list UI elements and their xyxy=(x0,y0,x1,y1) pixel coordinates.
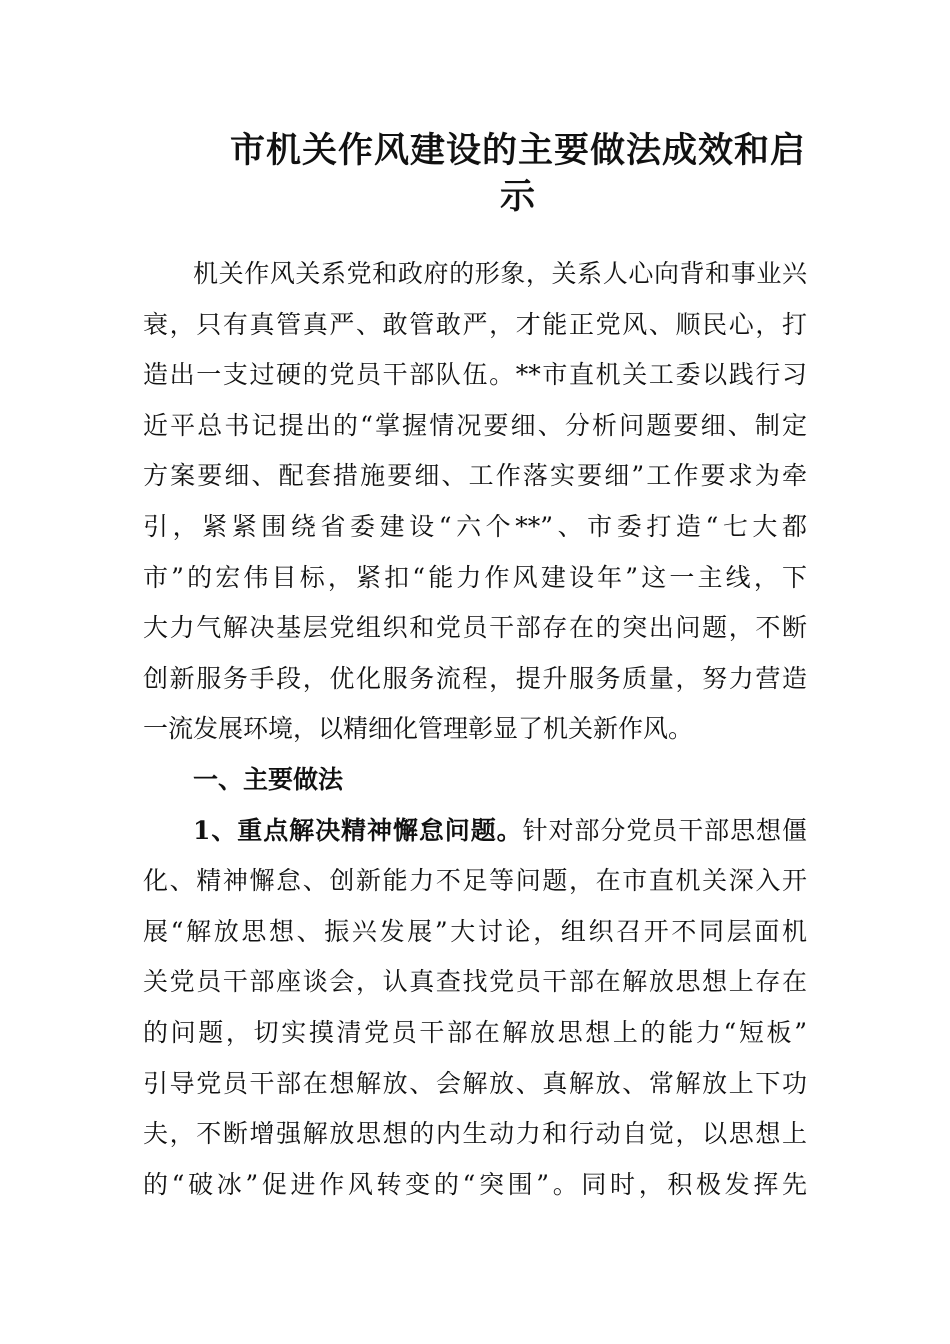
paragraph-2-line: 的“破冰”促进作风转变的“突围”。同时，积极发挥先 xyxy=(143,1169,807,1199)
paragraph-2-line: 化、精神懈怠、创新能力不足等问题，在市直机关深入开 xyxy=(143,866,807,896)
paragraph-1-line: 造出一支过硬的党员干部队伍。**市直机关工委以践行习 xyxy=(143,360,807,390)
paragraph-1-line: 衰，只有真管真严、敢管敢严，才能正党风、顺民心，打 xyxy=(143,309,807,339)
document-body xyxy=(143,249,807,1210)
paragraph-2-lead: 1、重点解决精神懈怠问题。 xyxy=(193,815,523,845)
paragraph-1-line: 大力气解决基层党组织和党员干部存在的突出问题，不断 xyxy=(143,613,807,643)
paragraph-1-line: 一流发展环境，以精细化管理彰显了机关新作风。 xyxy=(143,714,694,744)
paragraph-1-line: 创新服务手段，优化服务流程，提升服务质量，努力营造 xyxy=(143,663,807,693)
title-line-1: 市机关作风建设的主要做法成效和启 xyxy=(229,130,806,171)
paragraph-2-line: 关党员干部座谈会，认真查找党员干部在解放思想上存在 xyxy=(143,967,807,997)
document-title xyxy=(228,128,808,220)
paragraph-1-line: 市”的宏伟目标，紧扣“能力作风建设年”这一主线，下 xyxy=(143,562,807,592)
paragraph-1-line: 近平总书记提出的“掌握情况要细、分析问题要细、制定 xyxy=(143,410,807,440)
paragraph-2-line: 引导党员干部在想解放、会解放、真解放、常解放上下功 xyxy=(143,1068,807,1098)
paragraph-2-line: 的问题，切实摸清党员干部在解放思想上的能力“短板” xyxy=(143,1017,807,1047)
paragraph-1-line: 方案要细、配套措施要细、工作落实要细”工作要求为牵 xyxy=(143,461,807,491)
title-line-2: 示 xyxy=(499,176,536,217)
paragraph-2-line: 夫，不断增强解放思想的内生动力和行动自觉，以思想上 xyxy=(143,1119,807,1149)
paragraph-1-line: 机关作风关系党和政府的形象，关系人心向背和事业兴 xyxy=(193,259,807,288)
section-heading: 一、主要做法 xyxy=(193,764,344,794)
paragraph-1-line: 引，紧紧围绕省委建设“六个**”、市委打造“七大都 xyxy=(143,511,807,541)
paragraph-2-line: 展“解放思想、振兴发展”大讨论，组织召开不同层面机 xyxy=(143,916,807,946)
paragraph-2-first-rest: 针对部分党员干部思想僵 xyxy=(522,815,807,845)
paragraph-2-line xyxy=(143,806,807,857)
